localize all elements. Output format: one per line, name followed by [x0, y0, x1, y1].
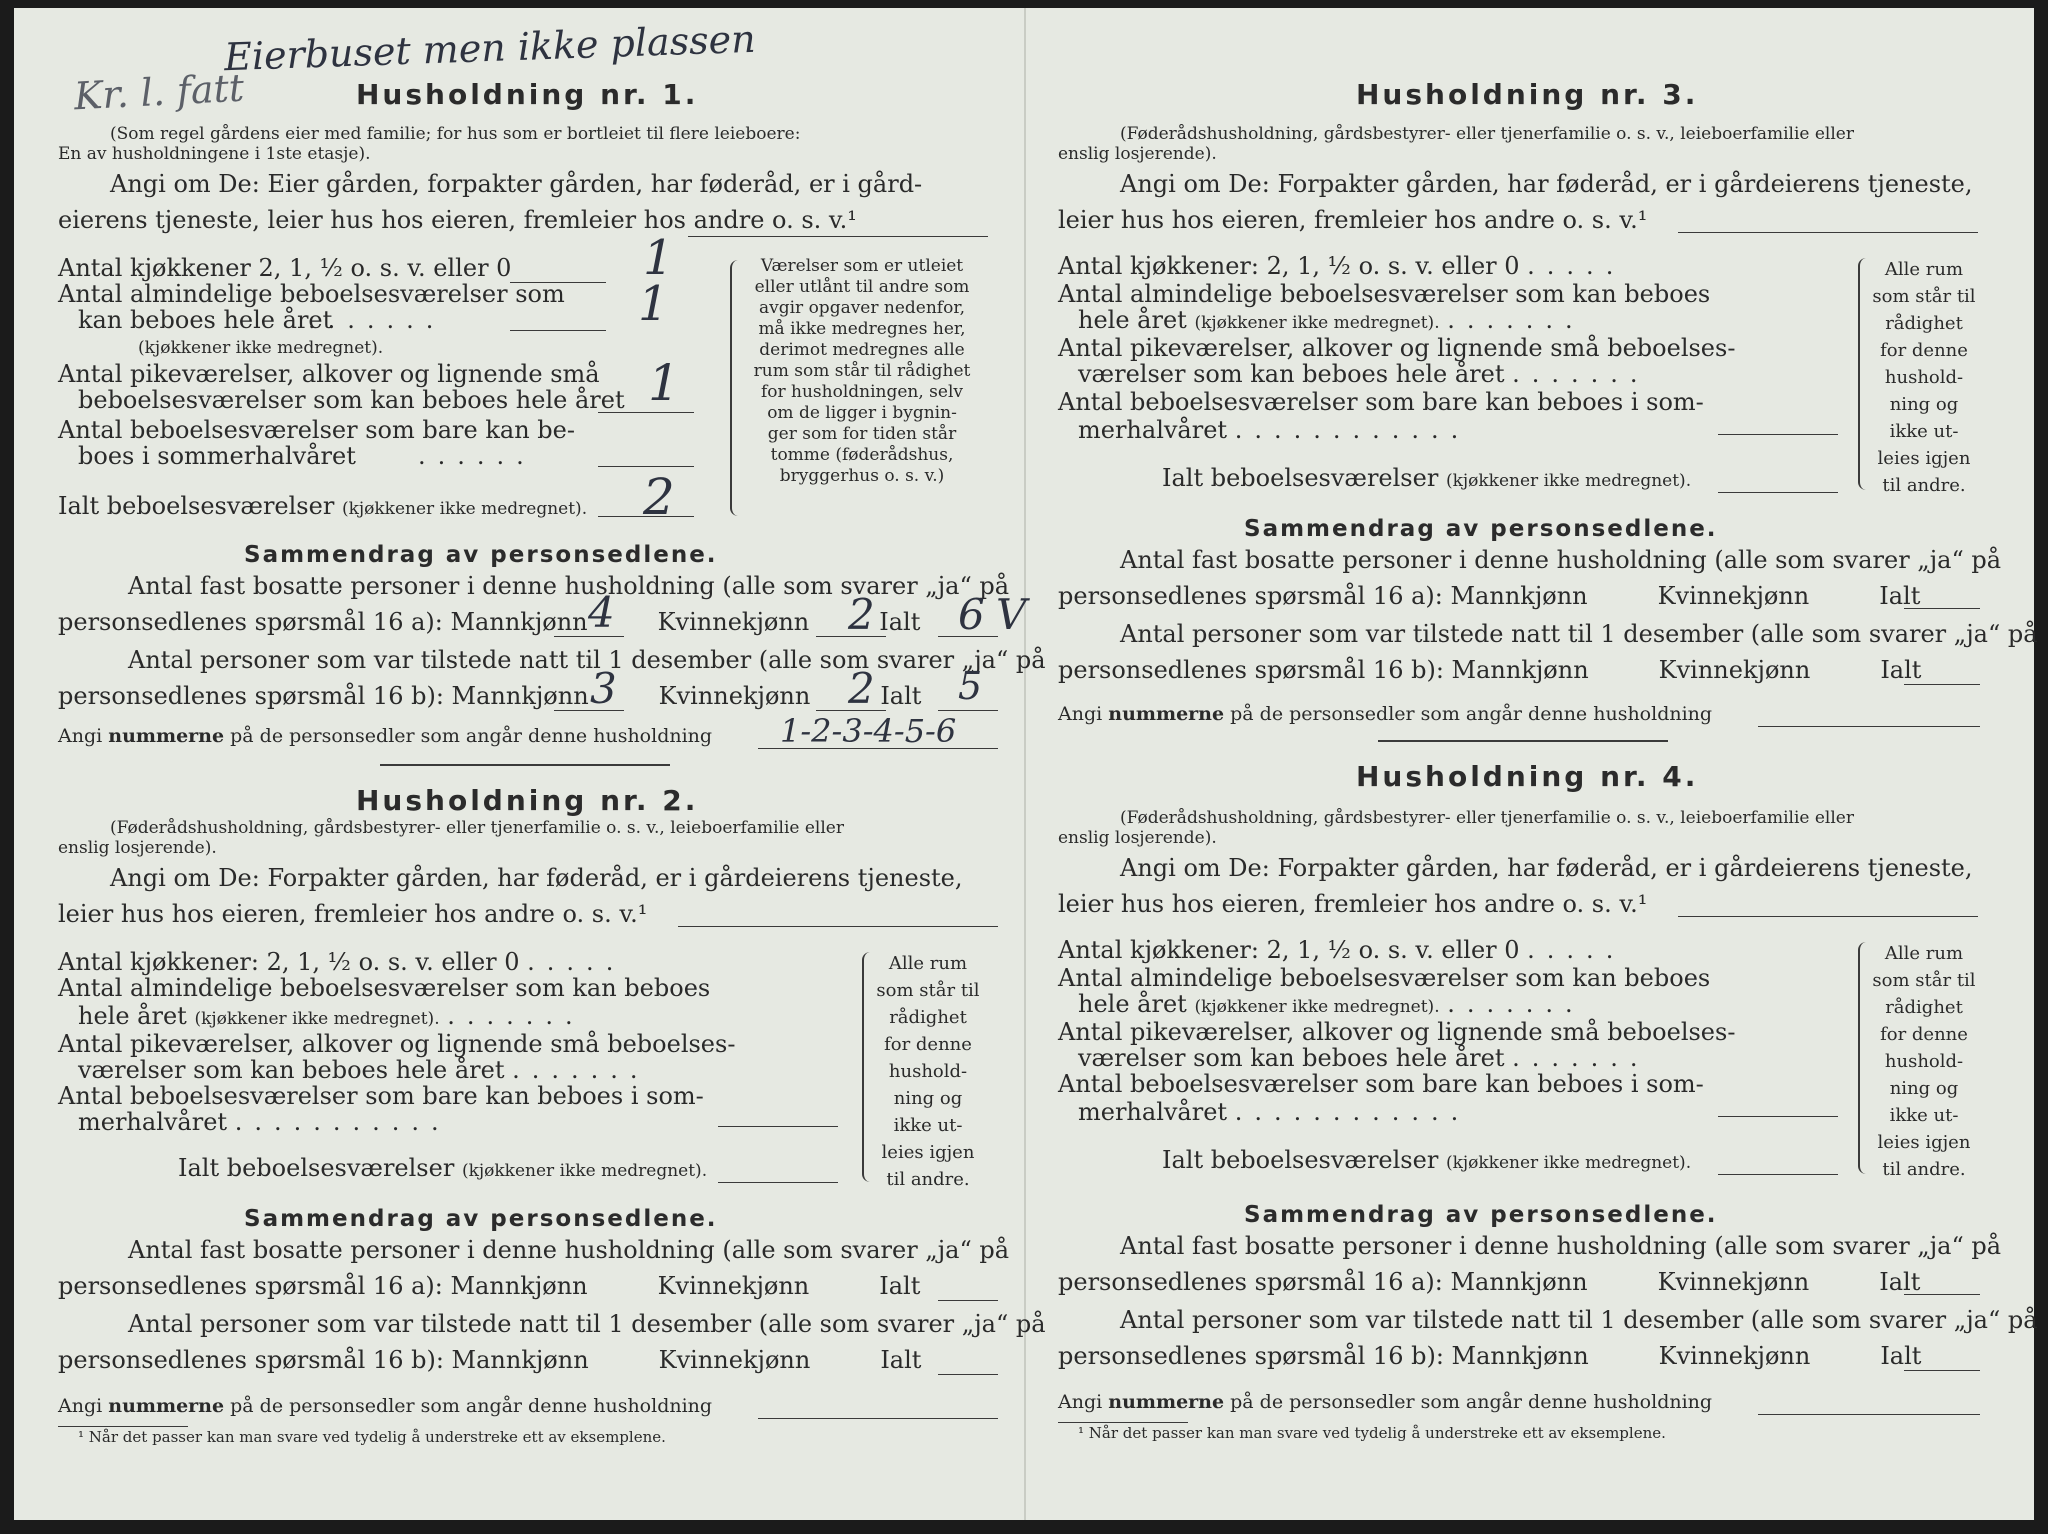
household-3-title: Husholdning nr. 3. [1356, 78, 1699, 111]
household-2-total-rooms-label [178, 1154, 707, 1182]
household-4-kitchens-label: Antal kjøkkener: 2, 1, ½ o. s. v. eller 0 ..... [1058, 936, 1626, 964]
household-1-angi-line-2: eierens tjeneste, leier hus hos eieren, fremleier hos andre o. s. v.¹ [58, 206, 857, 234]
household-4-small-rooms-label-2: værelser som kan beboes hele året ....... [1078, 1044, 1650, 1072]
household-3-small-rooms-label-2: værelser som kan beboes hele året ....... [1078, 360, 1650, 388]
side-note-line: ikke ut- [1889, 1105, 1959, 1126]
household-2-kitchens-label: Antal kjøkkener: 2, 1, ½ o. s. v. eller 0 ..... [58, 948, 626, 976]
household-4-summary-a-intro: Antal fast bosatte personer i denne husholdning (alle som svarer „ja“ på [1120, 1232, 2002, 1260]
text: på de personsedler som angår denne husholdning [1230, 703, 1713, 725]
household-1-summary-a-row [58, 608, 920, 636]
female-label: Kvinnekjønn [658, 1346, 811, 1374]
household-3-summary-a-intro: Antal fast bosatte personer i denne husholdning (alle som svarer „ja“ på [1120, 546, 2002, 574]
total-label: Ialt [880, 682, 922, 710]
household-3-person-numbers-label [1058, 704, 1712, 725]
text: værelser som kan beboes hele året [78, 1056, 505, 1084]
side-note-line: til andre. [1882, 475, 1966, 496]
text: (kjøkkener ikke medregnet). [1194, 313, 1440, 333]
household-4-ordinary-rooms-label-2: hele året (kjøkkener ikke medregnet). ....... [1078, 990, 1585, 1018]
household-3-kitchens-label: Antal kjøkkener: 2, 1, ½ o. s. v. eller 0 ..... [1058, 252, 1626, 280]
side-note-line: rådighet [889, 1007, 967, 1028]
side-note-line: ikke ut- [893, 1115, 963, 1136]
text: på de personsedler som angår denne husholdning [1230, 1391, 1713, 1413]
household-2-summary-a-intro: Antal fast bosatte personer i denne husholdning (alle som svarer „ja“ på [128, 1236, 1010, 1264]
text: merhalvåret [1078, 1098, 1228, 1126]
household-2-summary-a-row [58, 1272, 920, 1300]
side-note-line: derimot medregnes alle [759, 340, 965, 360]
handwritten-small-rooms: 1 [648, 354, 680, 412]
household-1-small-rooms-label-1: Antal pikeværelser, alkover og lignende små [58, 360, 600, 388]
text: merhalvåret [1078, 416, 1228, 444]
female-label: Kvinnekjønn [1658, 1342, 1811, 1370]
household-1-person-numbers-label [58, 726, 712, 747]
handwritten-note-top: Eierbuset men ikke plassen [223, 16, 757, 80]
answer-line [1678, 916, 1978, 917]
answer-line [688, 236, 988, 237]
female-label: Kvinnekjønn [1657, 1268, 1810, 1296]
answer-line [1678, 232, 1978, 233]
side-note-line: om de ligger i bygnin- [767, 403, 957, 423]
household-4-ordinary-rooms-label-1: Antal almindelige beboelsesværelser som kan beboes [1058, 964, 1711, 992]
text: Ialt beboelsesværelser [1162, 1146, 1439, 1174]
text: nummerne [108, 1395, 225, 1417]
household-1-ordinary-rooms-label-2: kan beboes hele året [78, 306, 333, 334]
text: Angi [1058, 703, 1103, 725]
household-3-total-rooms-label [1162, 464, 1691, 492]
female-label: Kvinnekjønn [1657, 582, 1810, 610]
answer-line [1904, 1370, 1980, 1371]
answer-line [1718, 1174, 1838, 1175]
handwritten-a-female: 2 [848, 590, 875, 639]
male-label: personsedlenes spørsmål 16 b): Mannkjønn [58, 682, 589, 710]
text: hele året [1078, 990, 1187, 1018]
answer-line [1758, 726, 1980, 727]
household-1-angi-line-1: Angi om De: Eier gården, forpakter gården, har føderåd, er i gård- [110, 170, 923, 198]
household-1-ordinary-rooms-label-1: Antal almindelige beboelsesværelser som [58, 280, 565, 308]
handwritten-note-left: Kr. l. fatt [72, 65, 246, 119]
household-3-note-line-1: (Føderådshusholdning, gårdsbestyrer- eller tjenerfamilie o. s. v., leieboerfamilie eller [1120, 124, 1854, 144]
footnote: ¹ Når det passer kan man svare ved tydelig å understreke ett av eksemplene. [78, 1428, 666, 1446]
footnote-separator [58, 1426, 188, 1427]
household-3-angi-line-1: Angi om De: Forpakter gården, har føderåd, er i gårdeierens tjeneste, [1120, 170, 1973, 198]
household-2-summer-rooms-label-2: merhalvåret ........... [78, 1108, 451, 1136]
side-note-line: for denne [1880, 1024, 1968, 1045]
household-4-small-rooms-label-1: Antal pikeværelser, alkover og lignende små beboelses- [1058, 1018, 1736, 1046]
female-label: Kvinnekjønn [657, 1272, 810, 1300]
answer-line [718, 1126, 838, 1127]
small-rooms-answer-line [598, 412, 694, 413]
household-2-ordinary-rooms-label-1: Antal almindelige beboelsesværelser som kan beboes [58, 974, 711, 1002]
household-2-person-numbers-label [58, 1396, 712, 1417]
side-note-line: for denne [1880, 340, 1968, 361]
side-note-line: ning og [1889, 1078, 1959, 1099]
side-note-line: tomme (føderådshus, [770, 445, 954, 465]
total-label: Ialt [1879, 1268, 1921, 1296]
household-1-note-line-1: (Som regel gårdens eier med familie; for hus som er bortleiet til flere leieboere: [110, 124, 801, 144]
text: på de personsedler som angår denne husholdning [230, 725, 713, 747]
household-4-angi-line-2: leier hus hos eieren, fremleier hos andre o. s. v.¹ [1058, 890, 1648, 918]
text: Ialt beboelsesværelser [1162, 464, 1439, 492]
male-label: personsedlenes spørsmål 16 b): Mannkjønn [58, 1346, 589, 1374]
side-note-line: rum som står til rådighet [753, 361, 971, 381]
household-2-ordinary-rooms-label-2: hele året (kjøkkener ikke medregnet). ....... [78, 1002, 585, 1030]
household-3-ordinary-rooms-label-1: Antal almindelige beboelsesværelser som kan beboes [1058, 280, 1711, 308]
dot-leader: ...... [418, 442, 536, 470]
female-label: Kvinnekjønn [657, 608, 810, 636]
household-3-summer-rooms-label-1: Antal beboelsesværelser som bare kan beboes i som- [1058, 388, 1704, 416]
text: Antal kjøkkener: 2, 1, ½ o. s. v. eller 0 [1058, 252, 1520, 280]
side-note-line: Værelser som er utleiet [760, 256, 964, 276]
household-2-summary-title: Sammendrag av personsedlene. [244, 1206, 718, 1232]
text: hele året [78, 1002, 187, 1030]
household-1-ordinary-rooms-note: (kjøkkener ikke medregnet). [138, 338, 384, 358]
text: værelser som kan beboes hele året [1078, 1044, 1505, 1072]
side-note-line: hushold- [1884, 1051, 1964, 1072]
male-label: personsedlenes spørsmål 16 a): Mannkjønn [1058, 1268, 1588, 1296]
household-1-summary-a-intro: Antal fast bosatte personer i denne husholdning (alle som svarer „ja“ på [128, 572, 1010, 600]
household-2-summer-rooms-label-1: Antal beboelsesværelser som bare kan beboes i som- [58, 1082, 704, 1110]
household-2-title: Husholdning nr. 2. [356, 784, 699, 817]
household-1-summary-b-row [58, 682, 921, 710]
household-1-total-rooms-label [58, 492, 587, 520]
household-3-summary-b-row [1058, 656, 1921, 684]
side-bracket [730, 260, 742, 516]
summer-rooms-answer-line [598, 466, 694, 467]
text: Ialt beboelsesværelser [178, 1154, 455, 1182]
household-4-summer-rooms-label-2: merhalvåret ............ [1078, 1098, 1471, 1126]
handwritten-a-male: 4 [588, 588, 615, 637]
footnote: ¹ Når det passer kan man svare ved tydelig å understreke ett av eksemplene. [1078, 1424, 1666, 1442]
household-2-summary-b-intro: Antal personer som var tilstede natt til 1 desember (alle som svarer „ja“ på [128, 1310, 1046, 1338]
household-3-ordinary-rooms-label-2: hele året (kjøkkener ikke medregnet). ....... [1078, 306, 1585, 334]
side-note-line: til andre. [1882, 1159, 1966, 1180]
answer-line [1904, 684, 1980, 685]
total-label: Ialt [1880, 1342, 1922, 1370]
total-label: Ialt [1880, 656, 1922, 684]
text: nummerne [1108, 1391, 1225, 1413]
side-note-line: ning og [1889, 394, 1959, 415]
section-separator [380, 764, 670, 766]
side-note-line: rådighet [1885, 313, 1963, 334]
side-note-line: hushold- [1884, 367, 1964, 388]
total-label: Ialt [879, 1272, 921, 1300]
handwritten-b-total: 5 [958, 664, 983, 708]
side-note-line: som står til [1872, 970, 1976, 991]
household-1-note-line-2: En av husholdningene i 1ste etasje). [58, 144, 371, 164]
household-3-summary-a-row [1058, 582, 1920, 610]
household-2-summary-b-row [58, 1346, 921, 1374]
answer-line [938, 710, 998, 711]
household-2-small-rooms-label-2: værelser som kan beboes hele året ....... [78, 1056, 650, 1084]
total-rooms-note: (kjøkkener ikke medregnet). [341, 499, 588, 519]
household-3-angi-line-2: leier hus hos eieren, fremleier hos andre o. s. v.¹ [1058, 206, 1648, 234]
text: (kjøkkener ikke medregnet). [461, 1161, 708, 1181]
household-4-note-line-2: enslig losjerende). [1058, 828, 1217, 848]
side-note-line: leies igjen [881, 1142, 975, 1163]
handwritten-kitchens: 1 [643, 230, 674, 286]
side-note-line: for husholdningen, selv [760, 382, 964, 402]
text: på de personsedler som angår denne husholdning [230, 1395, 713, 1417]
answer-line [1718, 434, 1838, 435]
handwritten-b-female: 2 [848, 664, 875, 713]
household-4-note-line-1: (Føderådshusholdning, gårdsbestyrer- eller tjenerfamilie o. s. v., leieboerfamilie eller [1120, 808, 1854, 828]
household-2-side-note [870, 950, 986, 1193]
household-1-small-rooms-label-2: beboelsesværelser som kan beboes hele året [78, 386, 625, 414]
side-note-line: eller utlånt til andre som [754, 277, 970, 297]
text: merhalvåret [78, 1108, 228, 1136]
male-label: personsedlenes spørsmål 16 a): Mannkjønn [1058, 582, 1588, 610]
side-note-line: til andre. [886, 1169, 970, 1190]
handwritten-ordinary-rooms: 1 [638, 276, 669, 332]
text: Angi [58, 1395, 103, 1417]
text: (kjøkkener ikke medregnet). [194, 1009, 440, 1029]
text: værelser som kan beboes hele året [1078, 360, 1505, 388]
household-2-note-line-1: (Føderådshusholdning, gårdsbestyrer- eller tjenerfamilie o. s. v., leieboerfamilie eller [110, 818, 844, 838]
ordinary-rooms-answer-line [510, 330, 606, 331]
female-label: Kvinnekjønn [658, 682, 811, 710]
side-note-line: rådighet [1885, 997, 1963, 1018]
census-form-page [14, 8, 2038, 1520]
household-4-side-note [1866, 940, 1982, 1183]
household-4-summary-b-row [1058, 1342, 1921, 1370]
handwritten-person-numbers: 1-2-3-4-5-6 [780, 712, 957, 750]
side-note-line: som står til [1872, 286, 1976, 307]
household-3-side-note [1866, 256, 1982, 499]
side-note-line: som står til [876, 980, 980, 1001]
side-note-line: avgir opgaver nedenfor, [758, 298, 965, 318]
text: Angi [1058, 1391, 1103, 1413]
household-1-side-note [744, 256, 980, 487]
household-2-note-line-2: enslig losjerende). [58, 838, 217, 858]
footnote-separator [1058, 1422, 1188, 1423]
household-1-kitchens-label: Antal kjøkkener 2, 1, ½ o. s. v. eller 0 [58, 254, 512, 282]
page-fold [1024, 8, 1026, 1520]
handwritten-total-rooms: 2 [643, 468, 675, 526]
text: Angi [58, 725, 103, 747]
household-4-summer-rooms-label-1: Antal beboelsesværelser som bare kan beboes i som- [1058, 1070, 1704, 1098]
handwritten-a-total: 6 [958, 590, 985, 639]
total-label: Ialt [879, 608, 921, 636]
male-label: personsedlenes spørsmål 16 a): Mannkjønn [58, 1272, 588, 1300]
side-note-line: leies igjen [1877, 448, 1971, 469]
dot-leader: ....... [308, 306, 446, 334]
household-4-summary-a-row [1058, 1268, 1920, 1296]
answer-line [718, 1182, 838, 1183]
text: (kjøkkener ikke medregnet). [1445, 471, 1692, 491]
household-1-summer-rooms-label-1: Antal beboelsesværelser som bare kan be- [58, 416, 575, 444]
text: (kjøkkener ikke medregnet). [1445, 1153, 1692, 1173]
answer-line [938, 1300, 998, 1301]
side-note-line: ning og [893, 1088, 963, 1109]
household-3-summary-b-intro: Antal personer som var tilstede natt til 1 desember (alle som svarer „ja“ på [1120, 620, 2038, 648]
household-4-person-numbers-label [1058, 1392, 1712, 1413]
side-note-line: må ikke medregnes her, [758, 319, 966, 339]
household-1-title: Husholdning nr. 1. [356, 78, 699, 111]
household-1-summer-rooms-label-2: boes i sommerhalvåret [78, 442, 356, 470]
total-label: Ialt [880, 1346, 922, 1374]
side-note-line: Alle rum [1884, 943, 1964, 964]
answer-line [938, 1374, 998, 1375]
side-note-line: ger som for tiden står [767, 424, 957, 444]
section-separator [1378, 740, 1668, 742]
household-4-title: Husholdning nr. 4. [1356, 760, 1699, 793]
text: hele året [1078, 306, 1187, 334]
answer-line [1904, 608, 1980, 609]
household-3-summer-rooms-label-2: merhalvåret ............ [1078, 416, 1471, 444]
household-2-angi-line-2: leier hus hos eieren, fremleier hos andre o. s. v.¹ [58, 900, 648, 928]
side-note-line: hushold- [888, 1061, 968, 1082]
male-label: personsedlenes spørsmål 16 b): Mannkjønn [1058, 1342, 1589, 1370]
side-note-line: Alle rum [1884, 259, 1964, 280]
text: nummerne [1108, 703, 1225, 725]
household-4-total-rooms-label [1162, 1146, 1691, 1174]
answer-line [678, 926, 998, 927]
household-2-angi-line-1: Angi om De: Forpakter gården, har føderåd, er i gårdeierens tjeneste, [110, 864, 963, 892]
answer-line [758, 1418, 998, 1419]
side-note-line: bryggerhus o. s. v.) [779, 466, 945, 486]
side-note-line: ikke ut- [1889, 421, 1959, 442]
answer-line [1758, 1414, 1980, 1415]
total-rooms-text: Ialt beboelsesværelser [58, 492, 335, 520]
answer-line [1718, 492, 1838, 493]
text: (kjøkkener ikke medregnet). [1194, 997, 1440, 1017]
household-1-summary-b-intro: Antal personer som var tilstede natt til 1 desember (alle som svarer „ja“ på [128, 646, 1046, 674]
answer-line [1718, 1116, 1838, 1117]
text: Antal kjøkkener: 2, 1, ½ o. s. v. eller 0 [1058, 936, 1520, 964]
household-2-small-rooms-label-1: Antal pikeværelser, alkover og lignende små beboelses- [58, 1030, 736, 1058]
side-note-line: Alle rum [888, 953, 968, 974]
text: nummerne [108, 725, 225, 747]
text: Antal kjøkkener: 2, 1, ½ o. s. v. eller 0 [58, 948, 520, 976]
household-3-small-rooms-label-1: Antal pikeværelser, alkover og lignende små beboelses- [1058, 334, 1736, 362]
household-3-note-line-2: enslig losjerende). [1058, 144, 1217, 164]
answer-line [1904, 1294, 1980, 1295]
handwritten-b-male: 3 [590, 664, 617, 713]
household-4-angi-line-1: Angi om De: Forpakter gården, har føderåd, er i gårdeierens tjeneste, [1120, 854, 1973, 882]
total-label: Ialt [1879, 582, 1921, 610]
household-3-summary-title: Sammendrag av personsedlene. [1244, 516, 1718, 542]
side-note-line: for denne [884, 1034, 972, 1055]
household-4-summary-b-intro: Antal personer som var tilstede natt til 1 desember (alle som svarer „ja“ på [1120, 1306, 2038, 1334]
household-4-summary-title: Sammendrag av personsedlene. [1244, 1202, 1718, 1228]
female-label: Kvinnekjønn [1658, 656, 1811, 684]
male-label: personsedlenes spørsmål 16 a): Mannkjønn [58, 608, 588, 636]
male-label: personsedlenes spørsmål 16 b): Mannkjønn [1058, 656, 1589, 684]
household-1-summary-title: Sammendrag av personsedlene. [244, 542, 718, 568]
side-note-line: leies igjen [1877, 1132, 1971, 1153]
handwritten-checkmark: V [996, 590, 1027, 639]
